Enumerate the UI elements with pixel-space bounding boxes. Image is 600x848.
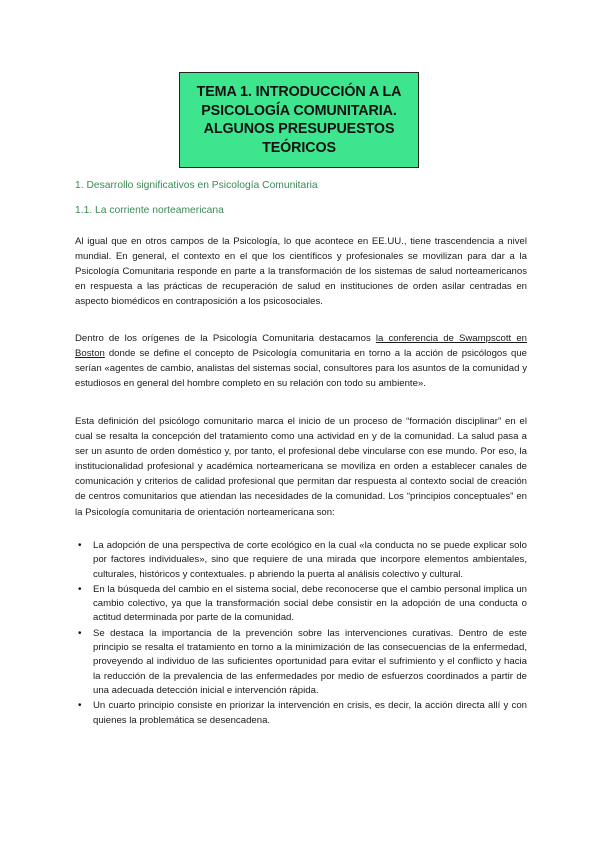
swampscott-conference-link: la conferencia de Swampscott en Boston <box>75 333 528 360</box>
title-line-2: PSICOLOGÍA COMUNITARIA. <box>201 102 397 119</box>
principles-list <box>93 539 527 729</box>
paragraph-1: Al igual que en otros campos de la Psicología, lo que acontece en EE.UU., tiene trascendencia a nivel mundial. En general, el contexto en el que los científicos y profesionales se movilizan para dar a la Psicología Comunitaria responde en parte a la transformación de los sistemas de salud norteamericanos en respuesta a las prácticas de recuperación de salud en instituciones de orden asilar centradas en aspecto biomédicos en contraposición a los psicosociales. <box>75 236 527 308</box>
title-line-3: ALGUNOS PRESUPUESTOS <box>203 121 395 137</box>
paragraph-2-after: donde se define el concepto de Psicología comunitaria en torno a la acción de psicólogos que serían «agentes de cambio, analistas del sistemas social, consultores para los asuntos de la comunidad y estudiosos en general del hombre completo en su relación con todo su ambiente». <box>75 348 527 390</box>
section-heading: 1. Desarrollo significativos en Psicología Comunitaria <box>75 180 318 191</box>
list-item: • Un cuarto principio consiste en priorizar la intervención en crisis, es decir, la acción directa allí y con quienes la problemática se desencadena. <box>93 699 527 728</box>
title-box <box>179 72 419 168</box>
title-line-4: TEÓRICOS <box>262 139 336 156</box>
paragraph-3: Esta definición del psicólogo comunitario marca el inicio de un proceso de “formación disciplinar” en el cual se resalta la concepción del tratamiento como una actividad en y de la comunidad. La salud pasa a ser un asunto de orden doméstico y, por tanto, el profesional debe vincularse con ese mundo. Por eso, la institucionalidad profesional y académica norteamericana se moviliza en orden a establecer canales de comunicación y criterios de calidad profesional que permitan dar respuesta al contexto social de creación de centros comunitarios que atiendan las necesidades de la comunidad. Los “principios conceptuales” en la Psicología comunitaria de orientación norteamericana son: <box>75 416 527 518</box>
paragraph-2 <box>75 331 527 391</box>
paragraph-2-before: Dentro de los orígenes de la Psicología Comunitaria destacamos <box>75 333 376 344</box>
list-item: • Se destaca la importancia de la prevención sobre las intervenciones curativas. Dentro de este principio se resalta el tratamiento en torno a la minimización de las consecuencias de la enfermedad, proveyendo al individuo de las suficientes oportunidad para evitar el sufrimiento y el conflicto y hacia la reducción de la prevalencia de las enfermedades por medio de esfuerzos coordinados a partir de una adecuada detección inicial e intervención rápida. <box>93 627 527 698</box>
title-line-1: TEMA 1. INTRODUCCIÓN A LA <box>196 84 402 100</box>
list-item: • La adopción de una perspectiva de corte ecológico en la cual «la conducta no se puede explicar solo por factores individuales», sino que requiere de una mirada que incorpore elementos ambientales, culturales, históricos y contextuales. p abriendo la puerta al análisis colectivo y cultural. <box>93 539 527 582</box>
list-item: • En la búsqueda del cambio en el sistema social, debe reconocerse que el cambio personal implica un cambio colectivo, ya que la transformación social debe consistir en la adopción de una conducta o actitud determinada por parte de la comunidad. <box>93 583 527 626</box>
subsection-heading: 1.1. La corriente norteamericana <box>75 205 224 216</box>
